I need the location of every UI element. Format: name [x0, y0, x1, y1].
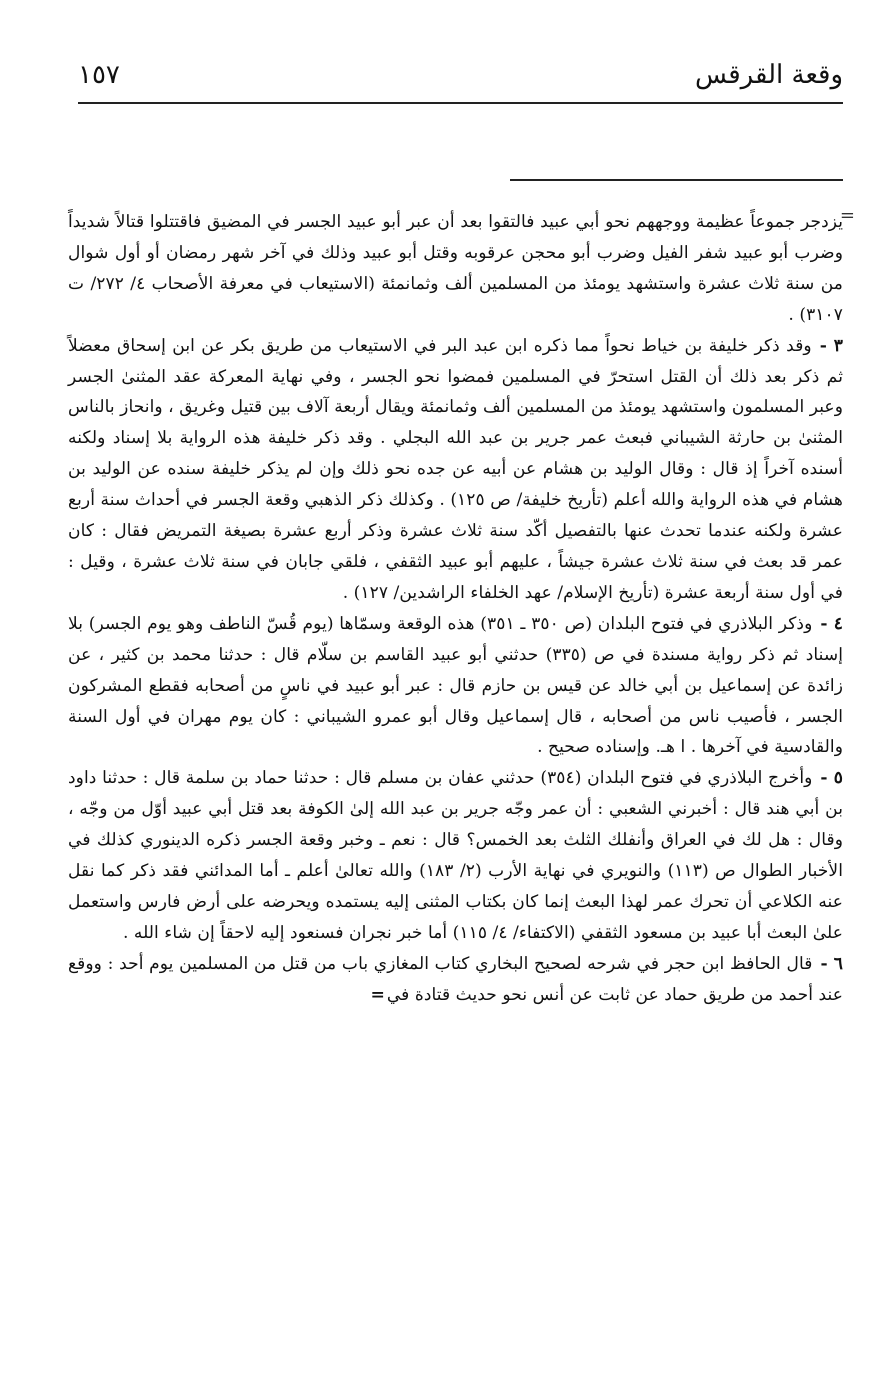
footnote-4: [68, 609, 843, 764]
footnote-text: قال الحافظ ابن حجر في شرحه لصحيح البخاري كتاب المغازي باب من قتل من المسلمين يوم أحد : ووقع عند أحمد من طريق حماد عن ثابت عن أنس نحو حديث قتادة في: [68, 953, 843, 1005]
footnotes-block: [68, 207, 843, 1367]
footnote-text: وقد ذكر خليفة بن خياط نحواً مما ذكره ابن عبد البر في الاستيعاب من طريق بكر عن ابن إسحاق معضلاً ثم ذكر بعد ذلك أن القتل استحرّ في المسلمين فمضوا نحو الجسر ، وفي نهاية المعركة عقد المثنىٰ الجسر وعبر المسلمون واستشهد يومئذ من المسلمين ألف وثمانمئة ويقال أربعة آلاف بين قتيل وغريق ، وانحاز بالناس المثنىٰ بن حارثة الشيباني فبعث عمر جرير بن عبد الله البجلي . وقد ذكر خليفة هذه الرواية بلا إسناد ولكنه أسنده آخراً إذ قال : وقال الوليد بن هشام عن أبيه عن جده نحو ذلك وإن لم يذكر خليفة سنده عن الوليد بن هشام في هذه الرواية والله أعلم (تأريخ خليفة/ ص ١٢٥) . وكذلك ذكر الذهبي وقعة الجسر في أحداث سنة أربع عشرة ولكنه عندما تحدث عنها بالتفصيل أكّد سنة ثلاث عشرة وذكر أربع عشرة بصيغة التمريض فقال : كان عمر قد بعث في سنة ثلاث عشرة جيشاً ، عليهم أبو عبيد الثقفي ، فلقي جابان في سنة ثلاث عشرة ، وقيل : في أول سنة أربعة عشرة (تأريخ الإسلام/ عهد الخلفاء الراشدين/ ١٢٧) .: [68, 335, 843, 603]
footnote-5: [68, 763, 843, 948]
footnote-text: وأخرج البلاذري في فتوح البلدان (٣٥٤) حدثني عفان بن مسلم قال : حدثنا حماد بن سلمة قال : حدثنا داود بن أبي هند قال : أخبرني الشعبي : أن عمر وجّه جرير بن عبد الله إلىٰ الكوفة بعد قتل أبي عبيد أوّل من وجّه ، وقال : هل لك في العراق وأنفلك الثلث بعد الخمس؟ قال : نعم ـ وخبر وقعة الجسر ذكره الدينوري كذلك في الأخبار الطوال ص (١١٣) والنويري في نهاية الأرب (٢/ ١٨٣) والله تعالىٰ أعلم ـ أما المدائني فقد ذكر كما نقل عنه الكلاعي أن تحرك عمر لهذا البعث إنما كان بكتاب المثنى إليه يستمده ويحرضه على أرض فارس واستعمل علىٰ البعث أبا عبيد بن مسعود الثقفي (الاكتفاء/ ٤/ ١١٥) أما خبر نجران فسنعود إليه لاحقاً إن شاء الله .: [68, 768, 843, 943]
footnote-text: يزدجر جموعاً عظيمة ووجههم نحو أبي عبيد فالتقوا بعد أن عبر أبو عبيد الجسر في المضيق فاقتتلوا قتالاً شديداً وضرب أبو عبيد شفر الفيل وضرب أبو محجن عرقوبه وقتل أبو عبيد وذلك في آخر شهر رمضان أو أول شوال من سنة ثلاث عشرة واستشهد يومئذ من المسلمين ألف وثمانمئة (الاستيعاب في معرفة الأصحاب ٤/ ٢٧٢/ ت ٣١٠٧) .: [68, 212, 843, 325]
footnote-separator: [510, 179, 843, 181]
page-number: ١٥٧: [78, 60, 120, 90]
continuation-end-mark: =: [370, 984, 385, 1005]
footnote-continued: [68, 207, 843, 331]
footnote-number: ٤ -: [820, 613, 843, 634]
footnote-number: ٥ -: [820, 768, 844, 789]
footnote-6: [68, 949, 843, 1011]
footnote-number: ٣ -: [819, 335, 844, 356]
running-title: وقعة القرقس: [695, 60, 843, 90]
footnote-number: ٦ -: [820, 953, 843, 974]
footnote-text: وذكر البلاذري في فتوح البلدان (ص ٣٥٠ ـ ٣٥١) هذه الوقعة وسمّاها (يوم قُسّ الناطف وهو يوم الجسر) بلا إسناد ثم ذكر رواية مسندة في ص (٣٣٥) حدثني أبو عبيد القاسم بن سلّام قال : حدثنا محمد بن كثير ، عن زائدة عن إسماعيل بن أبي خالد عن قيس بن حازم قال : عبر أبو عبيد في ناسٍ من أصحابه فقطع المشركون الجسر ، فأصيب ناس من أصحابه ، قال إسماعيل وقال أبو عمرو الشيباني : كان يوم مهران في أول السنة والقادسية في آخرها . ا هـ. وإسناده صحيح .: [68, 613, 843, 758]
continuation-mark: =: [839, 205, 855, 226]
header-rule: [78, 102, 843, 104]
footnote-3: [68, 331, 843, 609]
